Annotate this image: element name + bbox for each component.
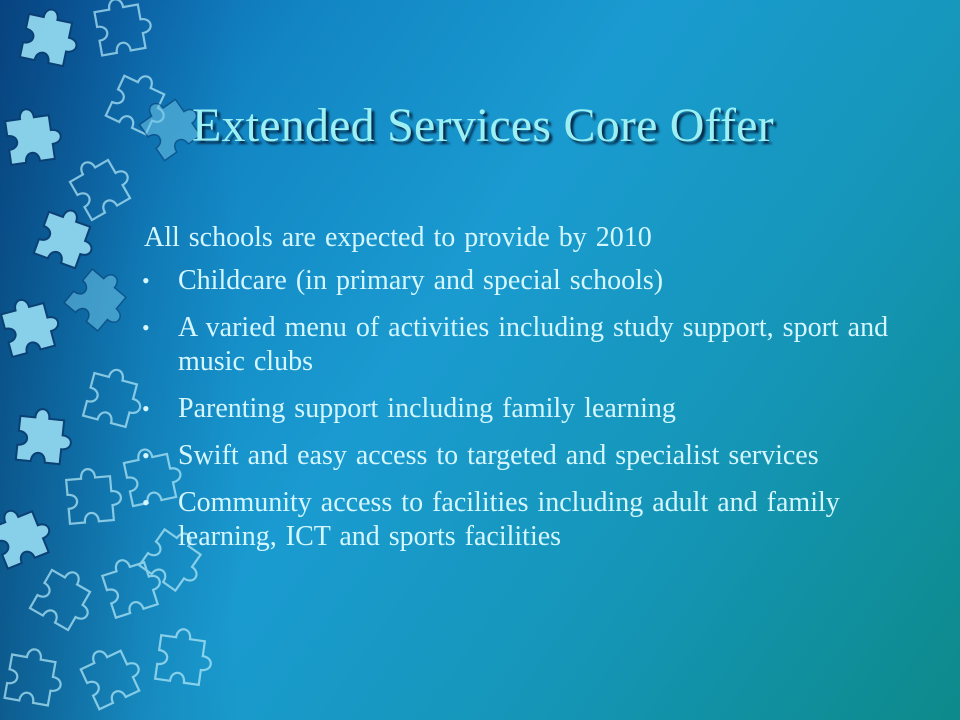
bullet-icon: • [142,396,150,421]
bullet-icon: • [142,490,150,515]
bullet-list [138,264,938,567]
bullet-item [138,439,938,473]
bullet-text: A varied menu of activities including study support, sport and music clubs [178,312,889,377]
bullet-item [138,311,938,379]
bullet-icon: • [142,443,150,468]
slide-title: Extended Services Core Offer [192,99,774,152]
bullet-text: Swift and easy access to targeted and specialist services [178,440,819,471]
bullet-icon: • [142,315,150,340]
bullet-text: Community access to facilities including adult and family learning, ICT and sports facilities [178,487,840,552]
bullet-item [138,264,938,298]
bullet-text: Childcare (in primary and special schools) [178,265,664,296]
bullet-icon: • [142,268,150,293]
bullet-item [138,486,938,554]
bullet-item [138,392,938,426]
bullet-text: Parenting support including family learning [178,393,676,424]
intro-text: All schools are expected to provide by 2010 [144,222,652,253]
